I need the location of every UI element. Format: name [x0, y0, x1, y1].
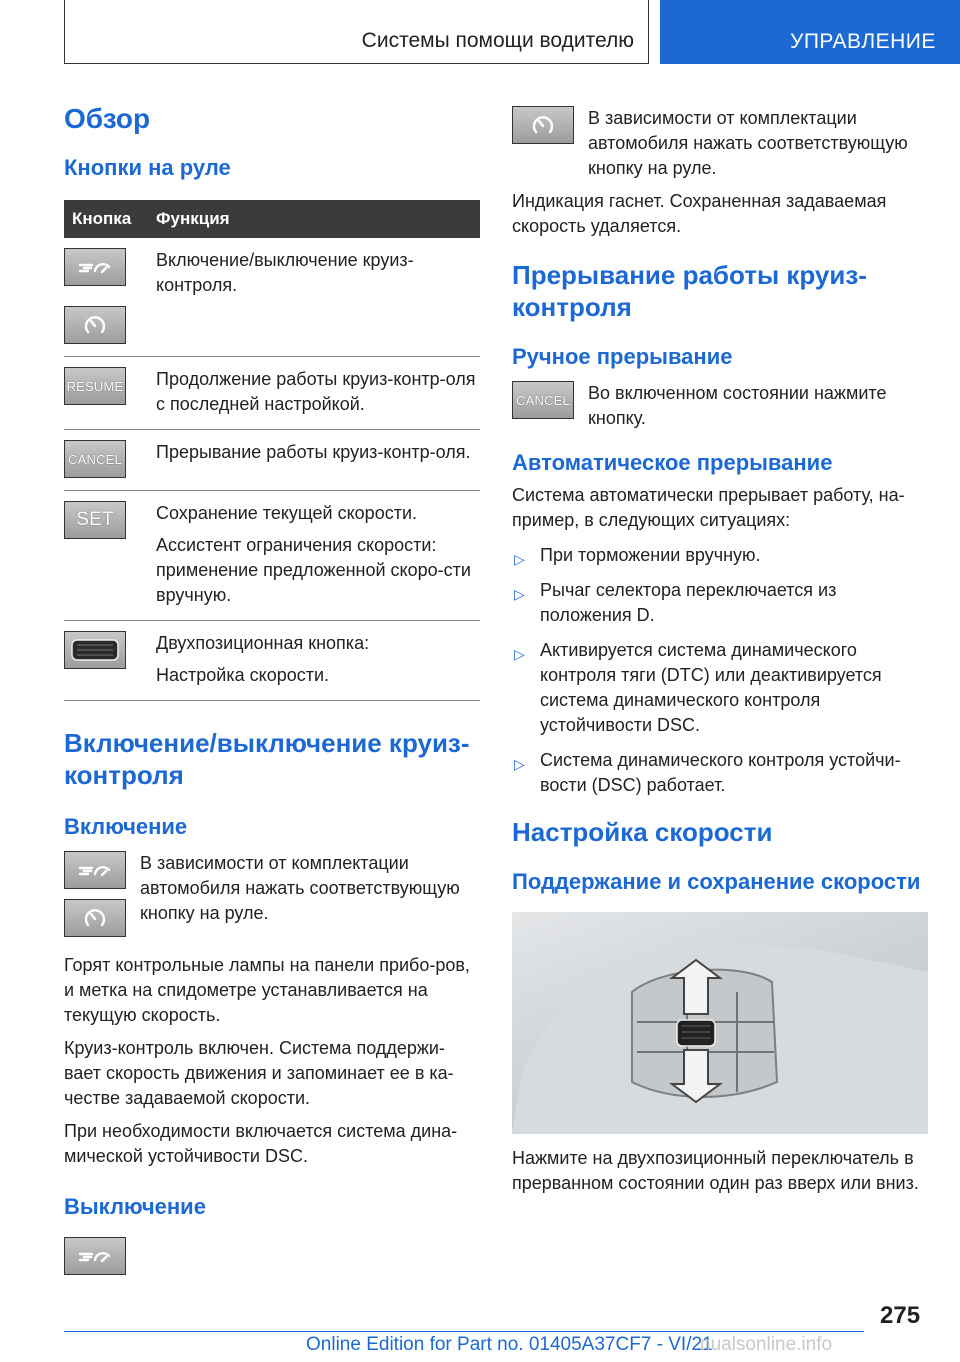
keep-text: Нажмите на двухпозиционный переключатель в прерванном состоянии один раз вверх или вниз.	[512, 1148, 919, 1193]
list-item: ▷ При торможении вручную.	[512, 543, 928, 568]
table-row	[64, 621, 480, 701]
table-row	[64, 491, 480, 621]
resume-button: RESUME	[64, 367, 126, 405]
speedometer-icon	[82, 907, 108, 929]
steering-buttons-title: Кнопки на руле	[64, 155, 231, 180]
manual-instruction	[512, 381, 928, 431]
cruise-control-icon	[78, 1246, 112, 1266]
limiter-button	[512, 106, 574, 144]
buttons-table	[64, 200, 480, 701]
manual-text: Во включенном состоянии нажмите кнопку.	[588, 383, 887, 428]
on-paragraph-3: При необходимости включается система дина-мической устойчивости DSC.	[64, 1121, 458, 1166]
set-button: SET	[64, 501, 126, 539]
row-function: Настройка скорости.	[156, 665, 330, 685]
steering-rocker-illustration	[512, 912, 928, 1134]
cruise-control-button	[64, 1237, 126, 1275]
auto-title: Автоматическое прерывание	[512, 450, 833, 475]
footer-divider	[64, 1331, 864, 1332]
off-instruction	[512, 106, 928, 181]
off-paragraph-1: Индикация гаснет. Сохраненная задаваемая скорость удаляется.	[512, 191, 887, 236]
row-function: Включение/выключение круиз-контроля.	[156, 250, 414, 295]
page-number: 275	[880, 1302, 921, 1329]
on-paragraph-1: Горят контрольные лампы на панели прибо-ров, и метка на спидометре устанавливается на текущую скорость.	[64, 955, 470, 1025]
triangle-bullet-icon: ▷	[514, 646, 525, 662]
on-title: Включение	[64, 814, 188, 839]
interrupt-title: Прерывание работы круиз-контроля	[512, 260, 867, 322]
triangle-bullet-icon: ▷	[514, 756, 525, 772]
list-item: ▷ Система динамического контроля устойчи-вости (DSC) работает.	[514, 750, 901, 795]
col-function-header: Функция	[156, 209, 230, 228]
on-paragraph-2: Круиз-контроль включен. Система поддержи-вает скорость движения и запоминает ее в ка-честве задаваемой скорости.	[64, 1038, 454, 1108]
overview-title: Обзор	[64, 103, 151, 134]
table-row	[64, 357, 480, 430]
right-column	[512, 106, 928, 1196]
header-chapter-title: УПРАВЛЕНИЕ	[790, 30, 936, 53]
cancel-button: CANCEL	[64, 440, 126, 478]
table-header	[64, 200, 480, 238]
steering-wheel-photo	[512, 912, 928, 1134]
on-instruction	[64, 851, 480, 947]
left-column	[64, 96, 480, 1295]
cancel-button: CANCEL	[512, 381, 574, 419]
table-row	[64, 238, 480, 357]
table-row	[64, 430, 480, 491]
auto-bullet-list	[512, 543, 928, 798]
cruise-control-icon	[78, 860, 112, 880]
list-item: ▷ Рычаг селектора переключается из положения D.	[514, 580, 837, 625]
col-button-header: Кнопка	[72, 209, 132, 228]
onoff-title: Включение/выключение круиз-контроля	[64, 728, 470, 790]
speedometer-icon	[530, 114, 556, 136]
limiter-button	[64, 899, 126, 937]
footer-edition: Online Edition for Part no. 01405A37CF7 - VI/21	[306, 1334, 713, 1355]
row-function: Прерывание работы круиз-контр-оля.	[156, 442, 471, 462]
row-function: Сохранение текущей скорости.	[156, 503, 417, 523]
row-function: Продолжение работы круиз-контр-оля с последней настройкой.	[156, 369, 476, 414]
off-text: В зависимости от комплектации автомобиля нажать соответствующую кнопку на руле.	[588, 108, 908, 178]
row-function: Двухпозиционная кнопка:	[156, 633, 370, 653]
header-section-title: Системы помощи водителю	[361, 29, 634, 52]
rocker-button	[64, 631, 126, 669]
footer-watermark: nualsonline.info	[700, 1334, 833, 1355]
off-title: Выключение	[64, 1194, 206, 1219]
cruise-control-button	[64, 851, 126, 889]
manual-title: Ручное прерывание	[512, 344, 733, 369]
cruise-control-icon	[78, 257, 112, 277]
on-text: В зависимости от комплектации автомобиля нажать соответствующую кнопку на руле.	[140, 853, 460, 923]
header-chapter-tab[interactable]	[660, 0, 960, 64]
triangle-bullet-icon: ▷	[514, 551, 525, 567]
list-item: ▷ Активируется система динамического контроля тяги (DTC) или деактивируется система динамического контроля устойчивости DSC.	[514, 640, 882, 735]
keep-title: Поддержание и сохранение скорости	[512, 869, 921, 894]
row-function: Ассистент ограничения скорости: применение предложенной скоро-сти вручную.	[156, 535, 471, 605]
toggle-rocker-icon	[69, 635, 121, 665]
auto-text: Система автоматически прерывает работу, на-пример, в следующих ситуациях:	[512, 485, 905, 530]
limiter-button	[64, 306, 126, 344]
triangle-bullet-icon: ▷	[514, 586, 525, 602]
cruise-control-button	[64, 248, 126, 286]
header-section-box	[64, 0, 649, 64]
speed-title: Настройка скорости	[512, 817, 773, 847]
speedometer-icon	[82, 314, 108, 336]
